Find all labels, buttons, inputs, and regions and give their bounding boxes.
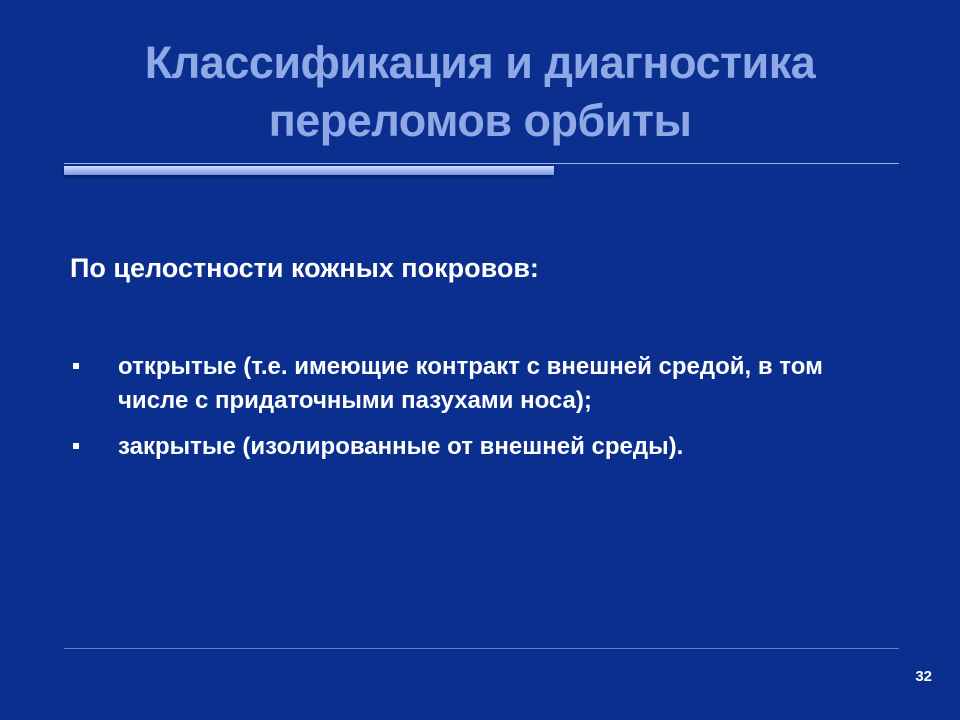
title-accent-bar — [64, 166, 554, 175]
bullet-list — [70, 350, 870, 476]
slide-title — [60, 34, 900, 150]
bullet-text: закрытые (изолированные от внешней среды). — [118, 433, 684, 460]
square-bullet-icon — [73, 363, 79, 369]
slide-title-line-1: Классификация и диагностика — [144, 37, 816, 88]
square-bullet-icon — [73, 443, 79, 449]
slide-title-line-2: переломов орбиты — [268, 95, 692, 146]
bullet-text: открытые (т.е. имеющие контракт с внешней средой, в том числе с придаточными пазухами носа); — [118, 353, 823, 414]
footer-divider-line — [64, 648, 899, 649]
section-heading: По целостности кожных покровов: — [70, 253, 539, 283]
bullet-item-closed — [70, 430, 870, 464]
page-number: 32 — [915, 668, 932, 685]
bullet-item-open — [70, 350, 870, 418]
title-divider-line — [64, 163, 899, 164]
